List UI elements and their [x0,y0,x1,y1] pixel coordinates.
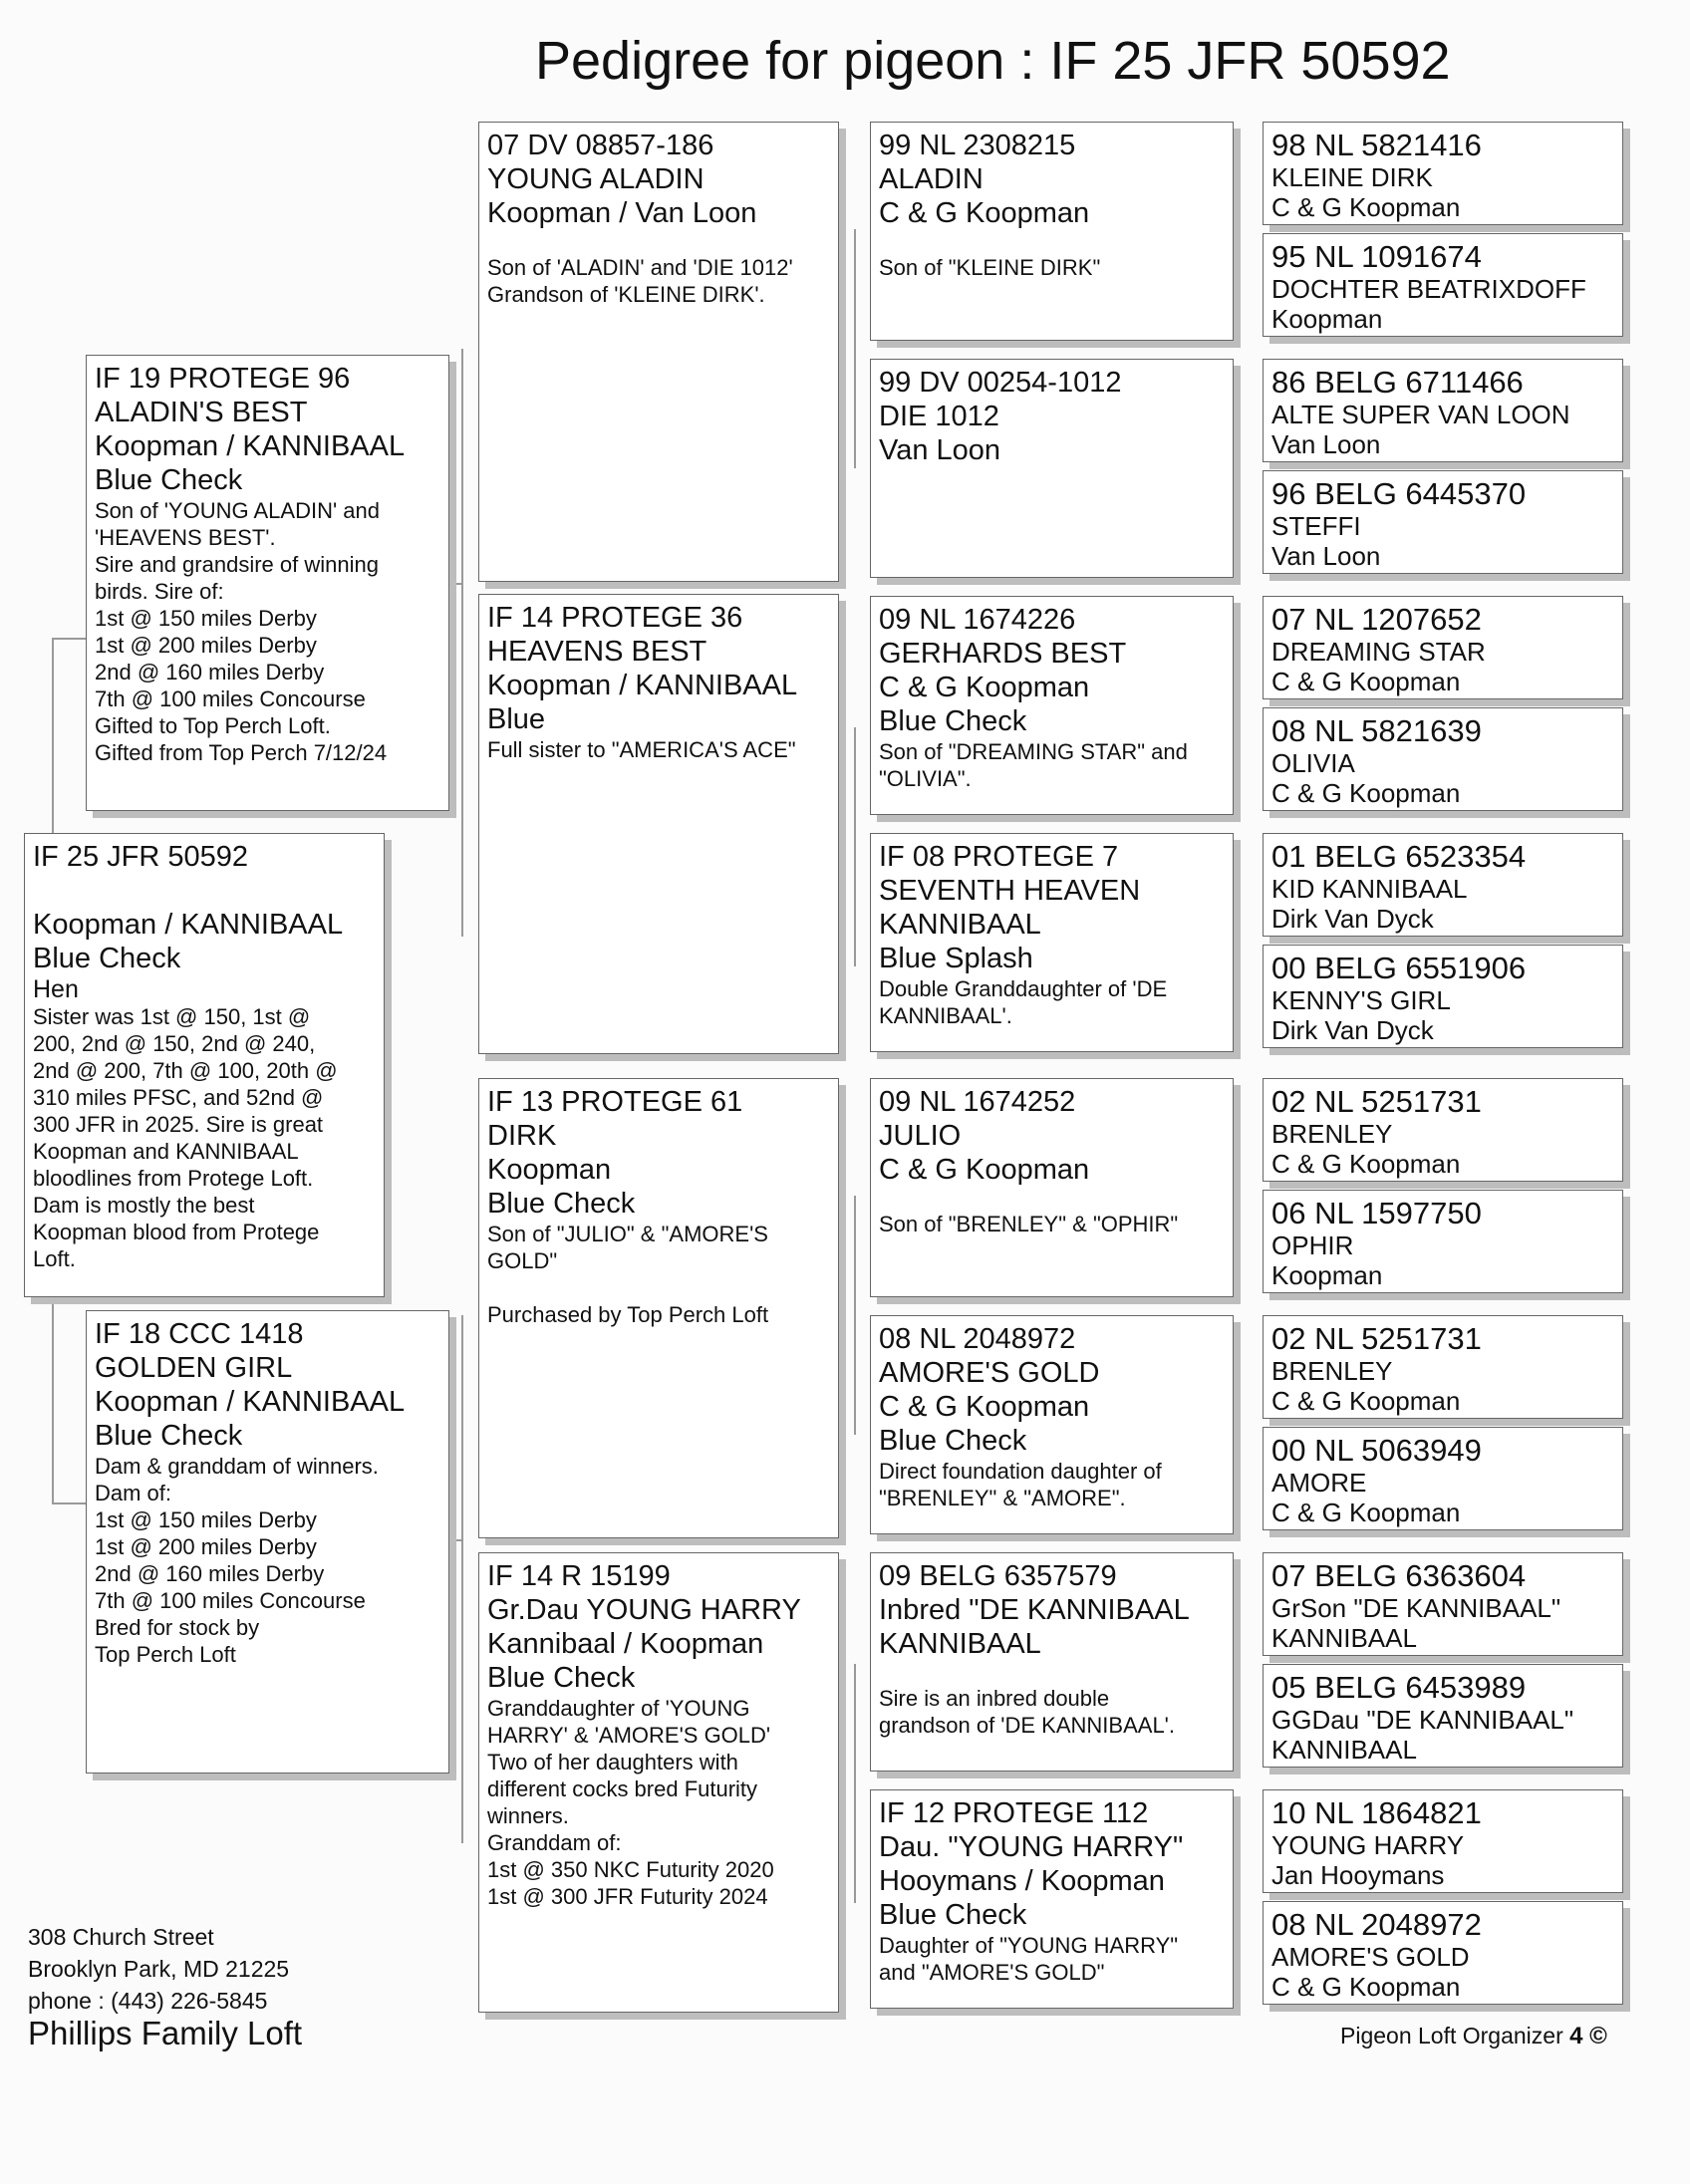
color: Blue Check [33,943,181,974]
connector-line [854,1196,856,1435]
gen5-card [1263,1664,1623,1768]
breeder: C & G Koopman [1271,778,1461,808]
pigeon-name: BRENLEY [1271,1119,1393,1149]
pigeon-name: Dau. "YOUNG HARRY" [879,1831,1184,1863]
pigeon-name: HEAVENS BEST [487,636,707,668]
pigeon-name: ALADIN'S BEST [95,397,308,428]
band-number: 00 BELG 6551906 [1271,951,1527,985]
band-number: 95 NL 1091674 [1271,239,1482,274]
gen5-card [1263,1427,1623,1530]
gen5-card [1263,1078,1623,1182]
band-number: 07 BELG 6363604 [1271,1558,1527,1593]
software-version: 4 © [1569,2023,1607,2049]
color: Blue [487,703,546,735]
band-number: 08 NL 2048972 [879,1323,1076,1355]
band-number: 86 BELG 6711466 [1271,365,1524,400]
band-number: IF 12 PROTEGE 112 [879,1797,1149,1829]
color: Blue Check [879,705,1027,737]
band-number: 06 NL 1597750 [1271,1196,1482,1230]
gen3-card [478,1552,839,2013]
pigeon-notes: Son of 'ALADIN' and 'DIE 1012' Grandson of 'KLEINE DIRK'. [487,255,793,307]
connector-line [450,1539,463,1541]
pigeon-name: OLIVIA [1271,748,1355,778]
pigeon-name: BRENLEY [1271,1356,1393,1386]
pigeon-name: AMORE'S GOLD [879,1357,1100,1389]
band-number: 99 NL 2308215 [879,130,1076,161]
gen5-card [1263,233,1623,337]
band-number: 08 NL 2048972 [1271,1907,1482,1942]
software-name: Pigeon Loft Organizer [1340,2023,1563,2048]
pigeon-name: GERHARDS BEST [879,638,1127,670]
gen5-card [1263,1315,1623,1419]
band-number: IF 13 PROTEGE 61 [487,1086,743,1118]
gen5-card [1263,945,1623,1048]
band-number: 09 NL 1674252 [879,1086,1076,1118]
pigeon-name: YOUNG HARRY [1271,1830,1465,1860]
connector-line [854,727,856,966]
band-number: IF 19 PROTEGE 96 [95,363,351,395]
gen5-card [1263,1789,1623,1893]
band-number: 01 BELG 6523354 [1271,839,1527,874]
breeder: Jan Hooymans [1271,1860,1445,1890]
pigeon-name: STEFFI [1271,511,1361,541]
gen5-card [1263,1190,1623,1293]
breeder: Koopman / KANNIBAAL [487,670,798,701]
pigeon-notes: Son of "KLEINE DIRK" [879,255,1101,280]
breeder: C & G Koopman [879,197,1090,229]
connector-line [461,1315,463,1843]
connector-line [461,349,463,937]
sire-card [86,355,449,811]
gen5-card [1263,1901,1623,2005]
band-number: 99 DV 00254-1012 [879,367,1122,399]
band-number: 00 NL 5063949 [1271,1433,1482,1468]
connector-line [52,638,54,833]
breeder: C & G Koopman [1271,192,1461,222]
software-credit [1340,2023,1607,2050]
gen4-card [870,1315,1234,1534]
pigeon-name: KENNY'S GIRL [1271,985,1451,1015]
band-number: 10 NL 1864821 [1271,1795,1482,1830]
pigeon-name: Gr.Dau YOUNG HARRY [487,1594,801,1626]
breeder: Hooymans / Koopman [879,1865,1165,1897]
band-number: 09 BELG 6357579 [879,1560,1117,1592]
color: Blue Check [95,464,243,496]
phone-number: phone : (443) 226-5845 [28,1988,268,2014]
band-number: IF 14 PROTEGE 36 [487,602,743,634]
breeder: Van Loon [1271,541,1381,571]
breeder: Koopman / KANNIBAAL [95,1386,406,1418]
loft-address [28,1921,289,2017]
breeder: C & G Koopman [1271,1149,1461,1179]
pigeon-name: KLEINE DIRK [1271,162,1433,192]
pigeon-name: OPHIR [1271,1230,1354,1260]
address-line-1: 308 Church Street [28,1924,214,1950]
gen4-card [870,359,1234,578]
breeder: KANNIBAAL [879,1628,1041,1660]
pigeon-name: DIE 1012 [879,401,999,432]
pigeon-name: GOLDEN GIRL [95,1352,293,1384]
band-number: 02 NL 5251731 [1271,1084,1482,1119]
band-number: 98 NL 5821416 [1271,128,1482,162]
pigeon-name: DOCHTER BEATRIXDOFF [1271,274,1586,304]
color: Blue Splash [879,943,1033,974]
band-number: 08 NL 5821639 [1271,713,1482,748]
breeder: Koopman / KANNIBAAL [33,909,344,941]
color: Blue Check [879,1425,1027,1457]
band-number: 02 NL 5251731 [1271,1321,1482,1356]
color: Blue Check [95,1420,243,1452]
breeder: Koopman [1271,304,1383,334]
breeder: Koopman [487,1154,612,1186]
breeder: KANNIBAAL [1271,1735,1417,1765]
gen5-card [1263,122,1623,225]
breeder: Koopman / KANNIBAAL [95,430,406,462]
breeder: Van Loon [1271,429,1381,459]
pigeon-notes: Son of "JULIO" & "AMORE'S GOLD" Purchased by Top Perch Loft [487,1222,769,1327]
breeder: C & G Koopman [879,1154,1090,1186]
pigeon-name: KID KANNIBAAL [1271,874,1468,904]
band-number: 96 BELG 6445370 [1271,476,1527,511]
pigeon-name: DIRK [487,1120,557,1152]
band-number: 05 BELG 6453989 [1271,1670,1527,1705]
pigeon-name: ALTE SUPER VAN LOON [1271,400,1570,429]
breeder: C & G Koopman [1271,667,1461,696]
pigeon-notes: Granddaughter of 'YOUNG HARRY' & 'AMORE'S GOLD' Two of her daughters with different cocks bred Futurity winners. Granddam of: 1st @ 350 NKC Futurity 2020 1st @ 300 JFR Futurity 2024 [487,1696,774,1909]
band-number: IF 18 CCC 1418 [95,1318,304,1350]
pigeon-name: JULIO [879,1120,962,1152]
breeder: KANNIBAAL [1271,1623,1417,1653]
pigeon-notes: Full sister to "AMERICA'S ACE" [487,737,796,762]
loft-name: Phillips Family Loft [28,2015,303,2051]
pigeon-name: GGDau "DE KANNIBAAL" [1271,1705,1574,1735]
pigeon-notes: Sire is an inbred double grandson of 'DE KANNIBAAL'. [879,1686,1175,1738]
color: Blue Check [487,1188,636,1220]
gen4-card [870,1789,1234,2009]
color: Blue Check [487,1662,636,1694]
gen5-card [1263,707,1623,811]
pigeon-name: GrSon "DE KANNIBAAL" [1271,1593,1561,1623]
pigeon-name: SEVENTH HEAVEN [879,875,1141,907]
pigeon-notes: Daughter of "YOUNG HARRY" and "AMORE'S GOLD" [879,1933,1179,1985]
gen3-card [478,1078,839,1538]
pigeon-notes: Dam & granddam of winners. Dam of: 1st @ 150 miles Derby 1st @ 200 miles Derby 2nd @ 160 miles Derby 7th @ 100 miles Concourse Bred for stock by Top Perch Loft [95,1454,379,1667]
connector-line [52,638,86,640]
breeder: Dirk Van Dyck [1271,904,1434,934]
page-title: Pedigree for pigeon : IF 25 JFR 50592 [535,31,1451,91]
pigeon-name: DREAMING STAR [1271,637,1486,667]
breeder: C & G Koopman [1271,1386,1461,1416]
gen5-card [1263,1552,1623,1656]
connector-line [854,229,856,468]
gen5-card [1263,359,1623,462]
connector-line [450,583,463,585]
connector-line [52,1300,54,1504]
address-line-2: Brooklyn Park, MD 21225 [28,1956,290,1982]
band-number: 09 NL 1674226 [879,604,1076,636]
subject-card [24,833,385,1297]
gen5-card [1263,596,1623,699]
band-number: IF 14 R 15199 [487,1560,671,1592]
pigeon-name: AMORE [1271,1468,1367,1498]
breeder: C & G Koopman [879,1391,1090,1423]
gen3-card [478,122,839,582]
breeder: Koopman / Van Loon [487,197,757,229]
sex: Hen [33,975,79,1003]
gen5-card [1263,833,1623,937]
gen4-card [870,1552,1234,1772]
pigeon-name: ALADIN [879,163,984,195]
pigeon-notes: Son of "DREAMING STAR" and "OLIVIA". [879,739,1188,791]
pigeon-name [33,874,376,908]
band-number: 07 DV 08857-186 [487,130,714,161]
pigeon-notes: Direct foundation daughter of "BRENLEY" & "AMORE". [879,1459,1162,1510]
gen4-card [870,122,1234,341]
band-number: IF 08 PROTEGE 7 [879,841,1119,873]
gen3-card [478,594,839,1054]
connector-line [52,1502,86,1504]
gen4-card [870,1078,1234,1297]
breeder: C & G Koopman [879,672,1090,703]
pigeon-name: Inbred "DE KANNIBAAL [879,1594,1190,1626]
pigeon-notes: Son of "BRENLEY" & "OPHIR" [879,1212,1179,1236]
band-number: IF 25 JFR 50592 [33,841,248,873]
pigeon-notes: Double Granddaughter of 'DE KANNIBAAL'. [879,976,1168,1028]
breeder: Dirk Van Dyck [1271,1015,1434,1045]
color: Blue Check [879,1899,1027,1931]
breeder: C & G Koopman [1271,1498,1461,1527]
connector-line [854,1664,856,1903]
breeder: Kannibaal / Koopman [487,1628,764,1660]
pigeon-name: AMORE'S GOLD [1271,1942,1470,1972]
gen4-card [870,833,1234,1052]
breeder: KANNIBAAL [879,909,1041,941]
band-number: 07 NL 1207652 [1271,602,1482,637]
pigeon-notes: Son of 'YOUNG ALADIN' and 'HEAVENS BEST'. Sire and grandsire of winning birds. Sire of: 1st @ 150 miles Derby 1st @ 200 miles Derby 2nd @ 160 miles Derby 7th @ 100 miles Concourse Gifted to Top Perch Loft. Gifted from Top Perch 7/12/24 [95,498,388,765]
pigeon-notes: Sister was 1st @ 150, 1st @ 200, 2nd @ 150, 2nd @ 240, 2nd @ 200, 7th @ 100, 20th @ 310 miles PFSC, and 52nd @ 300 JFR in 2025. Sire is great Koopman and KANNIBAAL bloodlines from Protege Loft. Dam is mostly the best Koopman blood from Protege Loft. [33,1004,338,1271]
pigeon-name: YOUNG ALADIN [487,163,704,195]
gen4-card [870,596,1234,815]
dam-card [86,1310,449,1774]
gen5-card [1263,470,1623,574]
breeder: Van Loon [879,434,1001,466]
breeder: C & G Koopman [1271,1972,1461,2002]
breeder: Koopman [1271,1260,1383,1290]
